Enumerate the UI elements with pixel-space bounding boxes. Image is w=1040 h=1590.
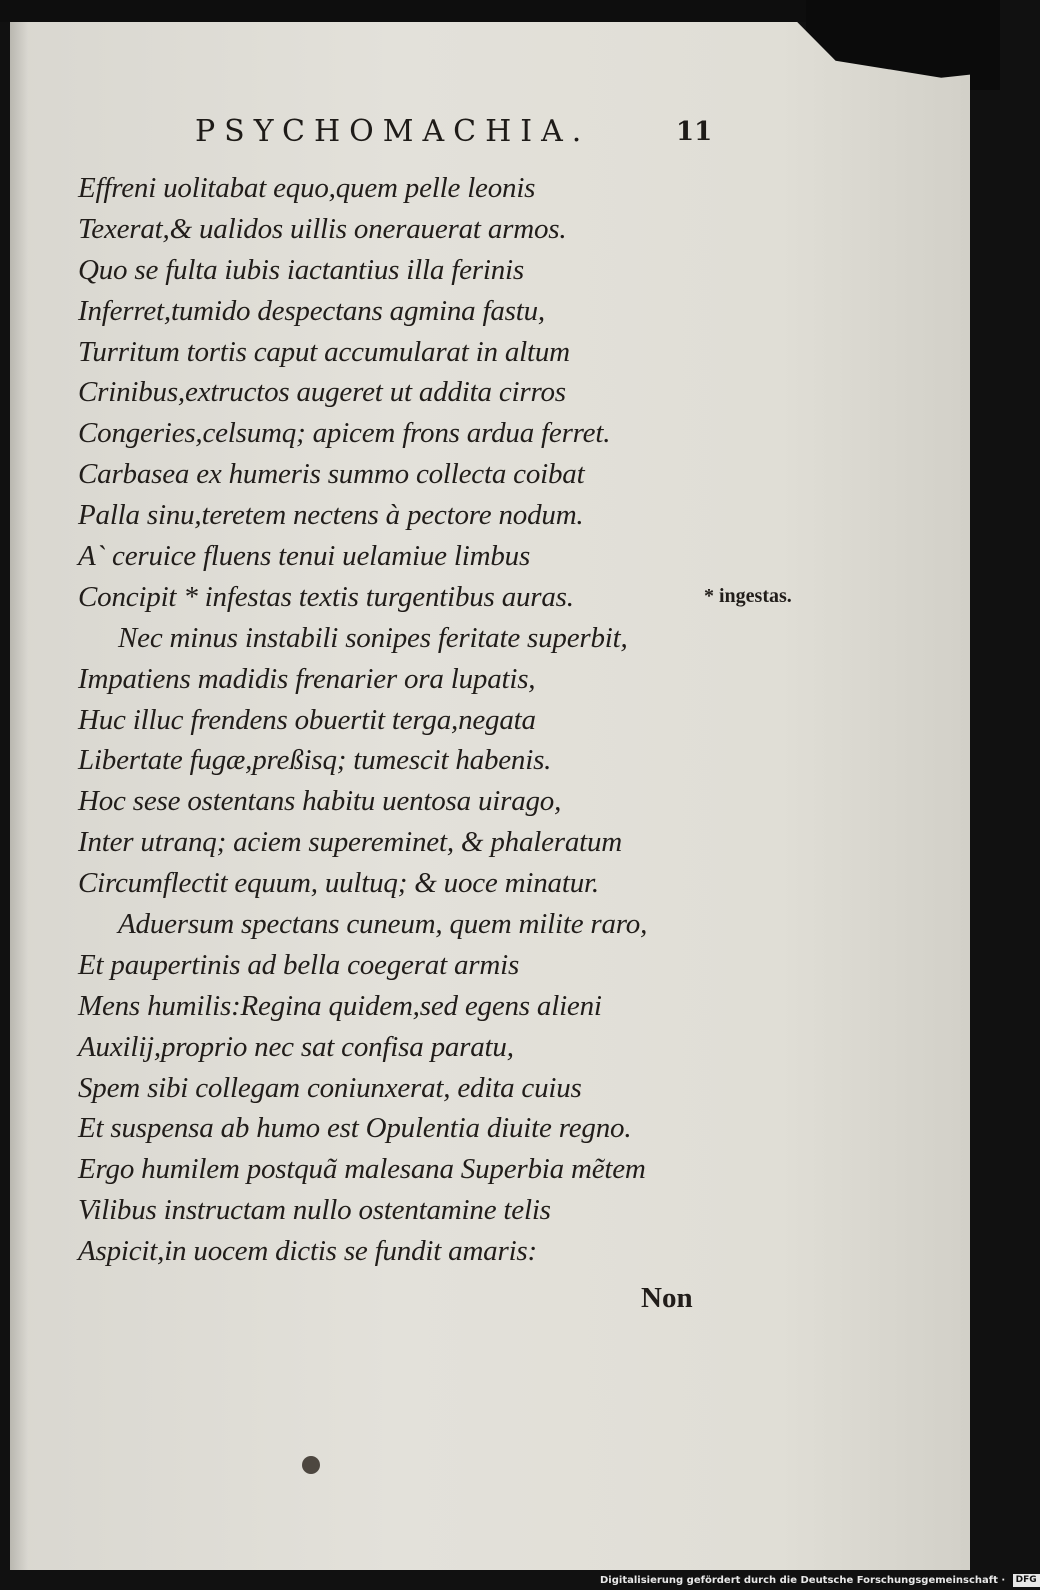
verse-line: Turritum tortis caput accumularat in altum (78, 335, 570, 368)
verse-line: Carbasea ex humeris summo collecta coibat (78, 458, 585, 491)
verse-line: Libertate fugæ,preßisq; tumescit habenis. (78, 744, 552, 777)
verse-line: Ergo humilem postquã malesana Superbia mẽtem (78, 1153, 646, 1186)
verse-line: Nec minus instabili sonipes feritate superbit, (118, 621, 628, 654)
verse-line: Spem sibi collegam coniunxerat, edita cuius (78, 1071, 582, 1104)
verse-line: Huc illuc frendens obuertit terga,negata (78, 703, 536, 736)
verse-line: Circumflectit equum, uultuq; & uoce minatur. (78, 867, 599, 900)
verse-line: Texerat,& ualidos uillis onerauerat armos. (78, 212, 567, 245)
verse-line: Vilibus instructam nullo ostentamine telis (78, 1194, 551, 1227)
verse-line: Crinibus,extructos augeret ut addita cirros (78, 376, 566, 409)
verse-line: Aspicit,in uocem dictis se fundit amaris: (78, 1235, 537, 1268)
verse-line: Et paupertinis ad bella coegerat armis (78, 948, 520, 981)
running-head: PSYCHOMACHIA. (195, 114, 591, 149)
credit-text: Digitalisierung gefördert durch die Deutsche Forschungsgemeinschaft · (600, 1575, 1006, 1586)
verse-line: Effreni uolitabat equo,quem pelle leonis (78, 172, 536, 204)
verse-line: Inferret,tumido despectans agmina fastu, (78, 294, 545, 327)
ink-spot (302, 1456, 320, 1474)
verse-line: Congeries,celsumq; apicem frons ardua ferret. (78, 417, 611, 450)
catchword: Non (641, 1282, 693, 1314)
verse-line: Hoc sese ostentans habitu uentosa uirago, (78, 785, 562, 818)
verse-line: A` ceruice fluens tenui uelamiue limbus (78, 540, 531, 573)
dfg-logo: DFG (1013, 1574, 1040, 1587)
verse-line: Inter utranq; aciem supereminet, & phaleratum (78, 826, 623, 859)
verse-line: Mens humilis:Regina quidem,sed egens alieni (78, 989, 602, 1022)
verse-line: Quo se fulta iubis iactantius illa ferinis (78, 253, 524, 286)
page-number: 11 (676, 117, 713, 147)
marginal-note: * ingestas. (704, 585, 792, 607)
verse-line: Et suspensa ab humo est Opulentia diuite regno. (78, 1112, 632, 1145)
verse-block (78, 168, 718, 1272)
verse-line: Impatiens madidis frenarier ora lupatis, (78, 662, 536, 695)
verse-line: Auxilij,proprio nec sat confisa paratu, (78, 1030, 514, 1063)
verse-line: Aduersum spectans cuneum, quem milite raro, (118, 908, 648, 941)
digitization-credit (600, 1572, 1040, 1590)
verse-line: Palla sinu,teretem nectens à pectore nodum. (78, 499, 584, 532)
verse-line: Concipit * infestas textis turgentibus auras. (78, 580, 574, 613)
